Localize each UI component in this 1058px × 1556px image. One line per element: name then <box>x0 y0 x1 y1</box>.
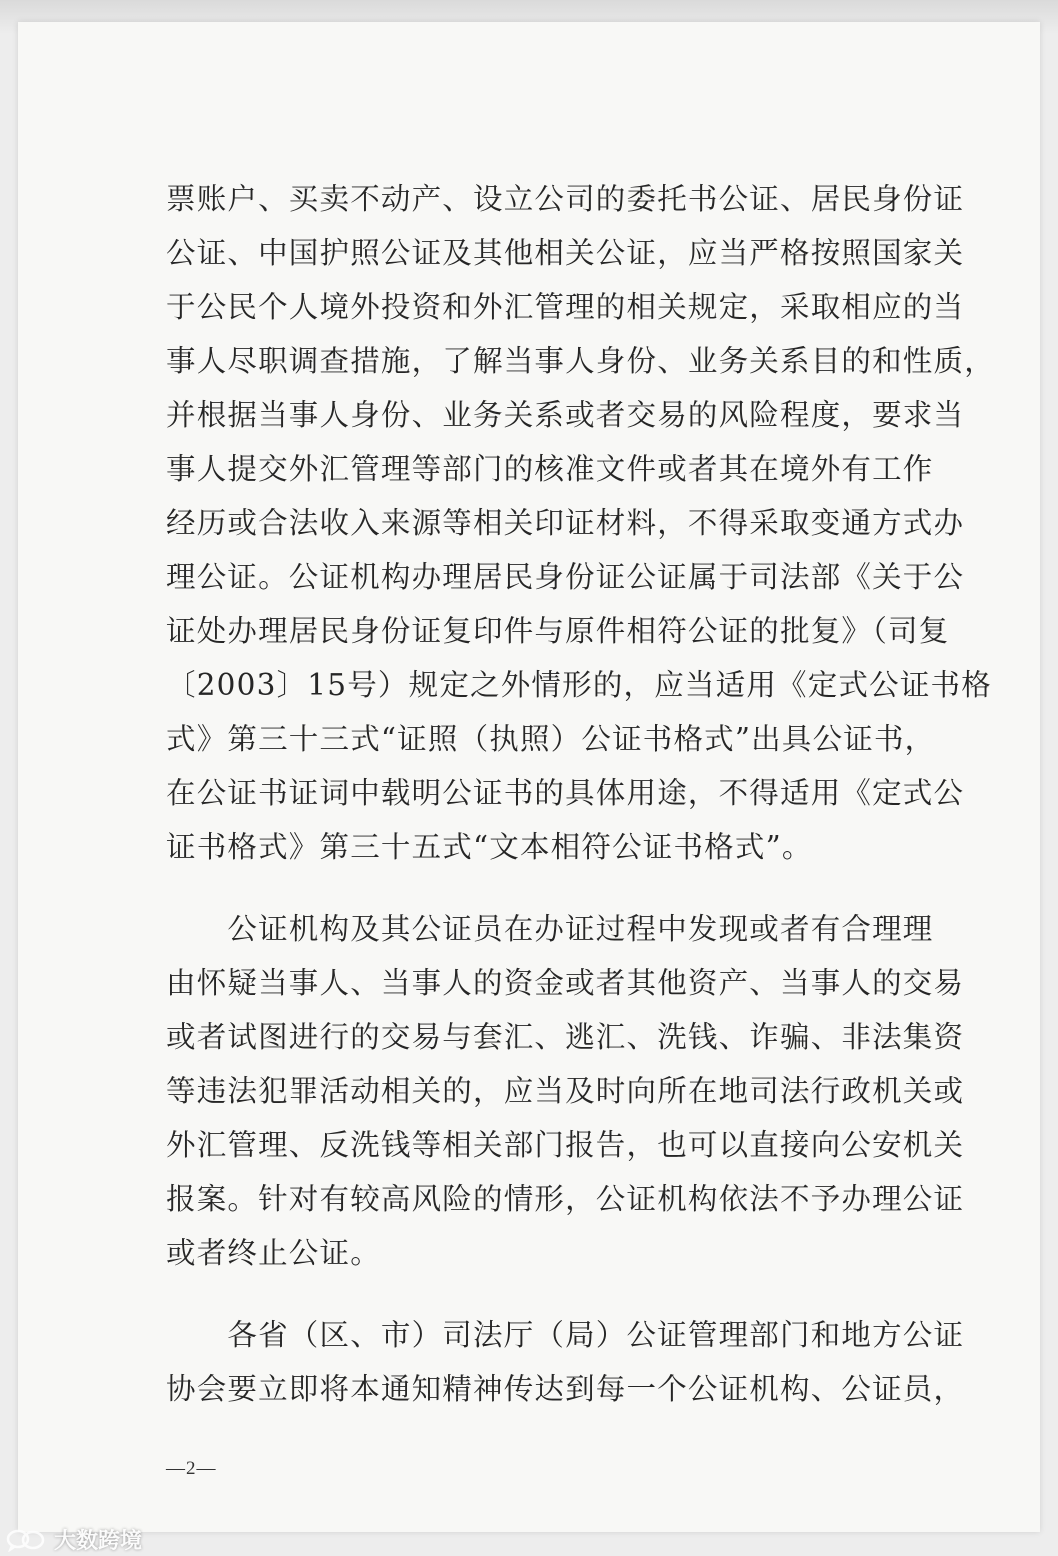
text-line: 并根据当事人身份、业务关系或者交易的风险程度，要求当 <box>166 398 965 432</box>
text-line: 证书格式》第三十五式“文本相符公证书格式”。 <box>166 830 813 864</box>
text-line: 事人提交外汇管理等部门的核准文件或者其在境外有工作 <box>166 452 934 486</box>
watermark-text: 大数跨境 <box>54 1529 143 1554</box>
text-line: 公证机构及其公证员在办证过程中发现或者有合理理 <box>166 912 934 946</box>
page-number: —2— <box>166 1458 217 1479</box>
paragraph-1 <box>166 172 995 874</box>
document-page <box>18 22 1040 1532</box>
text-line: 外汇管理、反洗钱等相关部门报告，也可以直接向公安机关 <box>166 1128 965 1162</box>
text-line: 各省（区、市）司法厅（局）公证管理部门和地方公证 <box>166 1318 965 1352</box>
text-line: 事人尽职调查措施，了解当事人身份、业务关系目的和性质， <box>166 344 995 378</box>
text-line: 报案。针对有较高风险的情形，公证机构依法不予办理公证 <box>166 1182 965 1216</box>
paragraph-spacer <box>166 874 926 902</box>
text-line: 或者终止公证。 <box>166 1236 381 1270</box>
text-line: 由怀疑当事人、当事人的资金或者其他资产、当事人的交易 <box>166 966 965 1000</box>
text-line: 式》第三十三式“证照（执照）公证书格式”出具公证书， <box>166 722 936 756</box>
text-line: 理公证。公证机构办理居民身份证公证属于司法部《关于公 <box>166 560 965 594</box>
chat-bubbles-logo-icon <box>6 1528 50 1552</box>
watermark <box>6 1524 142 1555</box>
paragraph-3 <box>166 1308 965 1416</box>
text-line: 证处办理居民身份证复印件与原件相符公证的批复》（司复 <box>166 614 950 648</box>
document-body <box>166 172 995 1416</box>
paragraph-2 <box>166 902 965 1280</box>
text-line: 经历或合法收入来源等相关印证材料，不得采取变通方式办 <box>166 506 965 540</box>
text-line: 票账户、买卖不动产、设立公司的委托书公证、居民身份证 <box>166 182 965 216</box>
paragraph-spacer <box>166 1280 926 1308</box>
text-line: 在公证书证词中载明公证书的具体用途，不得适用《定式公 <box>166 776 965 810</box>
text-line: 协会要立即将本通知精神传达到每一个公证机构、公证员， <box>166 1372 965 1406</box>
text-line: 〔2003〕15号）规定之外情形的，应当适用《定式公证书格 <box>166 668 992 702</box>
text-line: 于公民个人境外投资和外汇管理的相关规定，采取相应的当 <box>166 290 965 324</box>
text-line: 公证、中国护照公证及其他相关公证，应当严格按照国家关 <box>166 236 965 270</box>
text-line: 或者试图进行的交易与套汇、逃汇、洗钱、诈骗、非法集资 <box>166 1020 965 1054</box>
text-line: 等违法犯罪活动相关的，应当及时向所在地司法行政机关或 <box>166 1074 965 1108</box>
